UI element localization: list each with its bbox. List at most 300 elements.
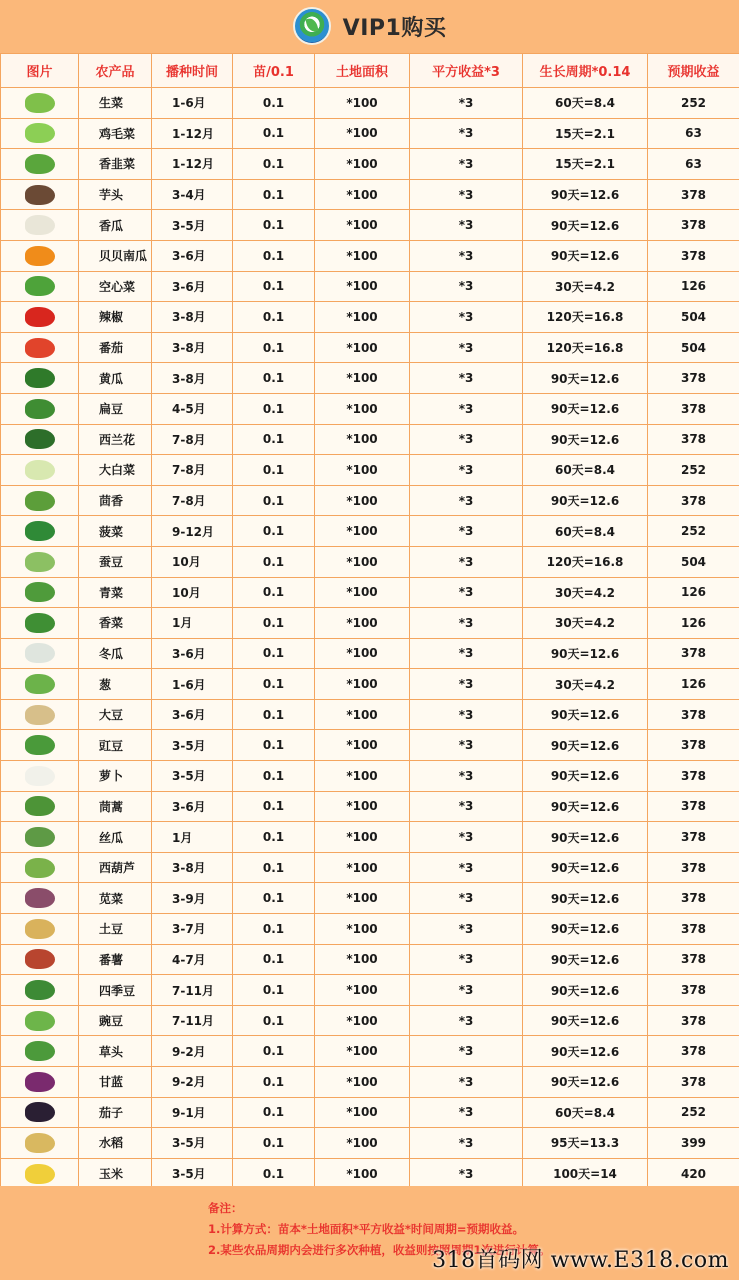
sowing-time: 4-5月 xyxy=(152,393,233,424)
water-spinach-icon xyxy=(25,276,55,296)
seedling-value: 0.1 xyxy=(233,638,315,669)
table-row xyxy=(1,883,739,914)
crop-image-cell xyxy=(1,88,79,119)
growth-cycle: 90天=12.6 xyxy=(523,944,648,975)
crop-image-cell xyxy=(1,149,79,180)
table-body xyxy=(1,88,739,1189)
seedling-value: 0.1 xyxy=(233,699,315,730)
growth-cycle: 90天=12.6 xyxy=(523,240,648,271)
winter-melon-icon xyxy=(25,643,55,663)
land-area: *100 xyxy=(315,424,410,455)
crop-image-cell xyxy=(1,608,79,639)
square-yield: *3 xyxy=(410,302,523,333)
sowing-time: 7-8月 xyxy=(152,455,233,486)
expected-income: 63 xyxy=(648,118,739,149)
land-area: *100 xyxy=(315,118,410,149)
crown-daisy-icon xyxy=(25,796,55,816)
growth-cycle: 90天=12.6 xyxy=(523,975,648,1006)
crop-income-table-wrapper xyxy=(0,53,739,1189)
land-area: *100 xyxy=(315,455,410,486)
sowing-time: 10月 xyxy=(152,546,233,577)
sowing-time: 3-8月 xyxy=(152,332,233,363)
page-title: VIP1购买 xyxy=(342,15,447,41)
growth-cycle: 120天=16.8 xyxy=(523,546,648,577)
crop-image-cell xyxy=(1,761,79,792)
crop-image-cell xyxy=(1,944,79,975)
crop-name: 草头 xyxy=(79,1036,152,1067)
crop-image-cell xyxy=(1,393,79,424)
notes-line-1: 1.计算方式：苗本*土地面积*平方收益*时间周期=预期收益。 xyxy=(208,1222,525,1236)
table-row xyxy=(1,546,739,577)
expected-income: 378 xyxy=(648,485,739,516)
square-yield: *3 xyxy=(410,271,523,302)
seedling-value: 0.1 xyxy=(233,485,315,516)
sowing-time: 9-12月 xyxy=(152,516,233,547)
square-yield: *3 xyxy=(410,363,523,394)
seedling-value: 0.1 xyxy=(233,393,315,424)
seedling-value: 0.1 xyxy=(233,1067,315,1098)
growth-cycle: 120天=16.8 xyxy=(523,332,648,363)
table-row xyxy=(1,1036,739,1067)
column-header-image: 图片 xyxy=(1,54,79,88)
land-area: *100 xyxy=(315,363,410,394)
land-area: *100 xyxy=(315,179,410,210)
crop-image-cell xyxy=(1,577,79,608)
growth-cycle: 90天=12.6 xyxy=(523,1067,648,1098)
crop-name: 扁豆 xyxy=(79,393,152,424)
crop-image-cell xyxy=(1,914,79,945)
crop-image-cell xyxy=(1,791,79,822)
corn-icon xyxy=(25,1164,55,1184)
expected-income: 378 xyxy=(648,944,739,975)
rice-icon xyxy=(25,1133,55,1153)
square-yield: *3 xyxy=(410,699,523,730)
square-yield: *3 xyxy=(410,638,523,669)
expected-income: 504 xyxy=(648,332,739,363)
pea-icon xyxy=(25,1011,55,1031)
table-row xyxy=(1,822,739,853)
expected-income: 252 xyxy=(648,1097,739,1128)
sowing-time: 1月 xyxy=(152,822,233,853)
seedling-value: 0.1 xyxy=(233,424,315,455)
growth-cycle: 60天=8.4 xyxy=(523,88,648,119)
land-area: *100 xyxy=(315,332,410,363)
green-bean-icon xyxy=(25,980,55,1000)
scallion-icon xyxy=(25,674,55,694)
crop-name: 贝贝南瓜 xyxy=(79,240,152,271)
table-row xyxy=(1,363,739,394)
square-yield: *3 xyxy=(410,914,523,945)
sowing-time: 3-5月 xyxy=(152,761,233,792)
spinach-icon xyxy=(25,521,55,541)
crop-image-cell xyxy=(1,669,79,700)
expected-income: 378 xyxy=(648,761,739,792)
amaranth-icon xyxy=(25,888,55,908)
crop-image-cell xyxy=(1,302,79,333)
growth-cycle: 15天=2.1 xyxy=(523,118,648,149)
sowing-time: 3-5月 xyxy=(152,730,233,761)
crop-image-cell xyxy=(1,1128,79,1159)
column-header-product: 农产品 xyxy=(79,54,152,88)
table-row xyxy=(1,1005,739,1036)
app-logo-icon xyxy=(293,7,331,45)
crop-income-table xyxy=(0,53,739,1189)
land-area: *100 xyxy=(315,975,410,1006)
seedling-value: 0.1 xyxy=(233,975,315,1006)
growth-cycle: 120天=16.8 xyxy=(523,302,648,333)
crop-name: 冬瓜 xyxy=(79,638,152,669)
crop-name: 番茄 xyxy=(79,332,152,363)
seedling-value: 0.1 xyxy=(233,761,315,792)
cucumber-icon xyxy=(25,368,55,388)
seedling-value: 0.1 xyxy=(233,516,315,547)
growth-cycle: 90天=12.6 xyxy=(523,761,648,792)
square-yield: *3 xyxy=(410,608,523,639)
crop-image-cell xyxy=(1,546,79,577)
growth-cycle: 90天=12.6 xyxy=(523,852,648,883)
growth-cycle: 90天=12.6 xyxy=(523,822,648,853)
crop-image-cell xyxy=(1,1005,79,1036)
crop-name: 茄子 xyxy=(79,1097,152,1128)
square-yield: *3 xyxy=(410,332,523,363)
growth-cycle: 60天=8.4 xyxy=(523,516,648,547)
land-area: *100 xyxy=(315,271,410,302)
crop-name: 水稻 xyxy=(79,1128,152,1159)
crop-image-cell xyxy=(1,485,79,516)
expected-income: 420 xyxy=(648,1158,739,1189)
table-row xyxy=(1,1158,739,1189)
sowing-time: 1月 xyxy=(152,608,233,639)
crop-name: 菠菜 xyxy=(79,516,152,547)
crop-image-cell xyxy=(1,1097,79,1128)
sowing-time: 3-5月 xyxy=(152,1128,233,1159)
table-header-row xyxy=(1,54,739,88)
table-row xyxy=(1,852,739,883)
expected-income: 378 xyxy=(648,914,739,945)
table-row xyxy=(1,424,739,455)
land-area: *100 xyxy=(315,302,410,333)
sowing-time: 3-8月 xyxy=(152,852,233,883)
table-row xyxy=(1,761,739,792)
crop-image-cell xyxy=(1,455,79,486)
crop-image-cell xyxy=(1,852,79,883)
seedling-value: 0.1 xyxy=(233,608,315,639)
seedling-value: 0.1 xyxy=(233,1005,315,1036)
table-row xyxy=(1,730,739,761)
bean-icon xyxy=(25,399,55,419)
land-area: *100 xyxy=(315,761,410,792)
land-area: *100 xyxy=(315,485,410,516)
notes-line-2: 2.某些农品周期内会进行多次种植，收益则按照周期1次进行计算。 xyxy=(208,1243,551,1257)
expected-income: 378 xyxy=(648,699,739,730)
expected-income: 399 xyxy=(648,1128,739,1159)
crop-image-cell xyxy=(1,975,79,1006)
expected-income: 378 xyxy=(648,1005,739,1036)
land-area: *100 xyxy=(315,516,410,547)
seedling-value: 0.1 xyxy=(233,179,315,210)
square-yield: *3 xyxy=(410,852,523,883)
crop-name: 空心菜 xyxy=(79,271,152,302)
expected-income: 504 xyxy=(648,302,739,333)
table-row xyxy=(1,638,739,669)
growth-cycle: 90天=12.6 xyxy=(523,883,648,914)
seedling-value: 0.1 xyxy=(233,302,315,333)
clover-greens-icon xyxy=(25,1041,55,1061)
page-header xyxy=(0,0,739,52)
sowing-time: 3-6月 xyxy=(152,240,233,271)
table-row xyxy=(1,149,739,180)
crop-name: 青菜 xyxy=(79,577,152,608)
sowing-time: 3-6月 xyxy=(152,791,233,822)
land-area: *100 xyxy=(315,1005,410,1036)
growth-cycle: 90天=12.6 xyxy=(523,1036,648,1067)
square-yield: *3 xyxy=(410,149,523,180)
crop-name: 丝瓜 xyxy=(79,822,152,853)
zucchini-icon xyxy=(25,858,55,878)
crop-name: 生菜 xyxy=(79,88,152,119)
expected-income: 378 xyxy=(648,791,739,822)
seedling-value: 0.1 xyxy=(233,455,315,486)
seedling-value: 0.1 xyxy=(233,88,315,119)
seedling-value: 0.1 xyxy=(233,1128,315,1159)
cabbage-icon xyxy=(25,460,55,480)
expected-income: 378 xyxy=(648,393,739,424)
seedling-value: 0.1 xyxy=(233,240,315,271)
crop-name: 豌豆 xyxy=(79,1005,152,1036)
expected-income: 378 xyxy=(648,975,739,1006)
land-area: *100 xyxy=(315,1128,410,1159)
expected-income: 378 xyxy=(648,210,739,241)
table-row xyxy=(1,88,739,119)
land-area: *100 xyxy=(315,822,410,853)
square-yield: *3 xyxy=(410,730,523,761)
table-row xyxy=(1,608,739,639)
table-row xyxy=(1,271,739,302)
expected-income: 378 xyxy=(648,852,739,883)
expected-income: 126 xyxy=(648,669,739,700)
sowing-time: 3-7月 xyxy=(152,914,233,945)
sweet-potato-icon xyxy=(25,949,55,969)
expected-income: 378 xyxy=(648,1067,739,1098)
column-header-land-area: 土地面积 xyxy=(315,54,410,88)
land-area: *100 xyxy=(315,1097,410,1128)
chili-icon xyxy=(25,307,55,327)
square-yield: *3 xyxy=(410,210,523,241)
square-yield: *3 xyxy=(410,546,523,577)
crop-name: 蚕豆 xyxy=(79,546,152,577)
expected-income: 252 xyxy=(648,88,739,119)
seedling-value: 0.1 xyxy=(233,852,315,883)
crop-name: 西兰花 xyxy=(79,424,152,455)
table-row xyxy=(1,485,739,516)
seedling-value: 0.1 xyxy=(233,944,315,975)
table-row xyxy=(1,516,739,547)
crop-name: 大豆 xyxy=(79,699,152,730)
notes-title: 备注： xyxy=(208,1201,243,1215)
seedling-value: 0.1 xyxy=(233,1097,315,1128)
square-yield: *3 xyxy=(410,669,523,700)
crop-name: 芋头 xyxy=(79,179,152,210)
crop-image-cell xyxy=(1,271,79,302)
crop-image-cell xyxy=(1,883,79,914)
land-area: *100 xyxy=(315,730,410,761)
sowing-time: 7-11月 xyxy=(152,975,233,1006)
sowing-time: 7-8月 xyxy=(152,485,233,516)
expected-income: 378 xyxy=(648,179,739,210)
broad-bean-icon xyxy=(25,552,55,572)
table-row xyxy=(1,975,739,1006)
square-yield: *3 xyxy=(410,791,523,822)
seedling-value: 0.1 xyxy=(233,883,315,914)
sowing-time: 1-12月 xyxy=(152,118,233,149)
growth-cycle: 30天=4.2 xyxy=(523,608,648,639)
square-yield: *3 xyxy=(410,577,523,608)
growth-cycle: 90天=12.6 xyxy=(523,363,648,394)
expected-income: 378 xyxy=(648,240,739,271)
crop-name: 葱 xyxy=(79,669,152,700)
land-area: *100 xyxy=(315,699,410,730)
expected-income: 378 xyxy=(648,424,739,455)
table-row xyxy=(1,944,739,975)
crop-name: 香韭菜 xyxy=(79,149,152,180)
land-area: *100 xyxy=(315,393,410,424)
growth-cycle: 90天=12.6 xyxy=(523,424,648,455)
growth-cycle: 90天=12.6 xyxy=(523,791,648,822)
chives-icon xyxy=(25,154,55,174)
square-yield: *3 xyxy=(410,1005,523,1036)
square-yield: *3 xyxy=(410,1097,523,1128)
fennel-icon xyxy=(25,491,55,511)
expected-income: 504 xyxy=(648,546,739,577)
sowing-time: 3-9月 xyxy=(152,883,233,914)
square-yield: *3 xyxy=(410,516,523,547)
lettuce-icon xyxy=(25,93,55,113)
seedling-value: 0.1 xyxy=(233,118,315,149)
growth-cycle: 90天=12.6 xyxy=(523,699,648,730)
crop-name: 甘蓝 xyxy=(79,1067,152,1098)
square-yield: *3 xyxy=(410,822,523,853)
crop-image-cell xyxy=(1,363,79,394)
table-row xyxy=(1,914,739,945)
land-area: *100 xyxy=(315,88,410,119)
crop-name: 豇豆 xyxy=(79,730,152,761)
land-area: *100 xyxy=(315,546,410,577)
table-row xyxy=(1,332,739,363)
crop-image-cell xyxy=(1,822,79,853)
expected-income: 63 xyxy=(648,149,739,180)
seedling-value: 0.1 xyxy=(233,791,315,822)
square-yield: *3 xyxy=(410,975,523,1006)
broccoli-icon xyxy=(25,429,55,449)
melon-icon xyxy=(25,215,55,235)
crop-image-cell xyxy=(1,516,79,547)
table-row xyxy=(1,1097,739,1128)
column-header-square-yield: 平方收益*3 xyxy=(410,54,523,88)
square-yield: *3 xyxy=(410,485,523,516)
growth-cycle: 90天=12.6 xyxy=(523,393,648,424)
crop-name: 辣椒 xyxy=(79,302,152,333)
growth-cycle: 90天=12.6 xyxy=(523,210,648,241)
land-area: *100 xyxy=(315,1067,410,1098)
land-area: *100 xyxy=(315,1036,410,1067)
watermark-text: 318首码网 www.E318.com xyxy=(432,1248,729,1273)
table-row xyxy=(1,393,739,424)
growth-cycle: 30天=4.2 xyxy=(523,271,648,302)
soybean-icon xyxy=(25,705,55,725)
land-area: *100 xyxy=(315,883,410,914)
crop-image-cell xyxy=(1,699,79,730)
crop-image-cell xyxy=(1,1158,79,1189)
seedling-value: 0.1 xyxy=(233,1036,315,1067)
seedling-value: 0.1 xyxy=(233,546,315,577)
land-area: *100 xyxy=(315,577,410,608)
sowing-time: 7-8月 xyxy=(152,424,233,455)
crop-image-cell xyxy=(1,424,79,455)
expected-income: 378 xyxy=(648,363,739,394)
radish-icon xyxy=(25,766,55,786)
growth-cycle: 90天=12.6 xyxy=(523,730,648,761)
chicken-feather-greens-icon xyxy=(25,123,55,143)
crop-name: 萝卜 xyxy=(79,761,152,792)
table-row xyxy=(1,210,739,241)
land-area: *100 xyxy=(315,791,410,822)
square-yield: *3 xyxy=(410,118,523,149)
square-yield: *3 xyxy=(410,1128,523,1159)
taro-icon xyxy=(25,185,55,205)
table-row xyxy=(1,699,739,730)
crop-image-cell xyxy=(1,210,79,241)
crop-image-cell xyxy=(1,179,79,210)
table-row xyxy=(1,791,739,822)
crop-image-cell xyxy=(1,1067,79,1098)
sowing-time: 10月 xyxy=(152,577,233,608)
square-yield: *3 xyxy=(410,393,523,424)
growth-cycle: 60天=8.4 xyxy=(523,1097,648,1128)
land-area: *100 xyxy=(315,210,410,241)
square-yield: *3 xyxy=(410,179,523,210)
square-yield: *3 xyxy=(410,1036,523,1067)
table-row xyxy=(1,1128,739,1159)
crop-name: 玉米 xyxy=(79,1158,152,1189)
crop-name: 茴香 xyxy=(79,485,152,516)
land-area: *100 xyxy=(315,914,410,945)
growth-cycle: 30天=4.2 xyxy=(523,669,648,700)
square-yield: *3 xyxy=(410,944,523,975)
crop-name: 黄瓜 xyxy=(79,363,152,394)
land-area: *100 xyxy=(315,852,410,883)
seedling-value: 0.1 xyxy=(233,669,315,700)
table-row xyxy=(1,118,739,149)
sowing-time: 3-8月 xyxy=(152,302,233,333)
crop-name: 苋菜 xyxy=(79,883,152,914)
sowing-time: 1-6月 xyxy=(152,88,233,119)
cowpea-icon xyxy=(25,735,55,755)
sowing-time: 3-6月 xyxy=(152,699,233,730)
table-row xyxy=(1,669,739,700)
growth-cycle: 90天=12.6 xyxy=(523,485,648,516)
sowing-time: 9-2月 xyxy=(152,1067,233,1098)
seedling-value: 0.1 xyxy=(233,1158,315,1189)
seedling-value: 0.1 xyxy=(233,914,315,945)
sowing-time: 9-1月 xyxy=(152,1097,233,1128)
table-row xyxy=(1,577,739,608)
expected-income: 378 xyxy=(648,883,739,914)
land-area: *100 xyxy=(315,608,410,639)
square-yield: *3 xyxy=(410,88,523,119)
crop-name: 番薯 xyxy=(79,944,152,975)
crop-name: 鸡毛菜 xyxy=(79,118,152,149)
growth-cycle: 15天=2.1 xyxy=(523,149,648,180)
